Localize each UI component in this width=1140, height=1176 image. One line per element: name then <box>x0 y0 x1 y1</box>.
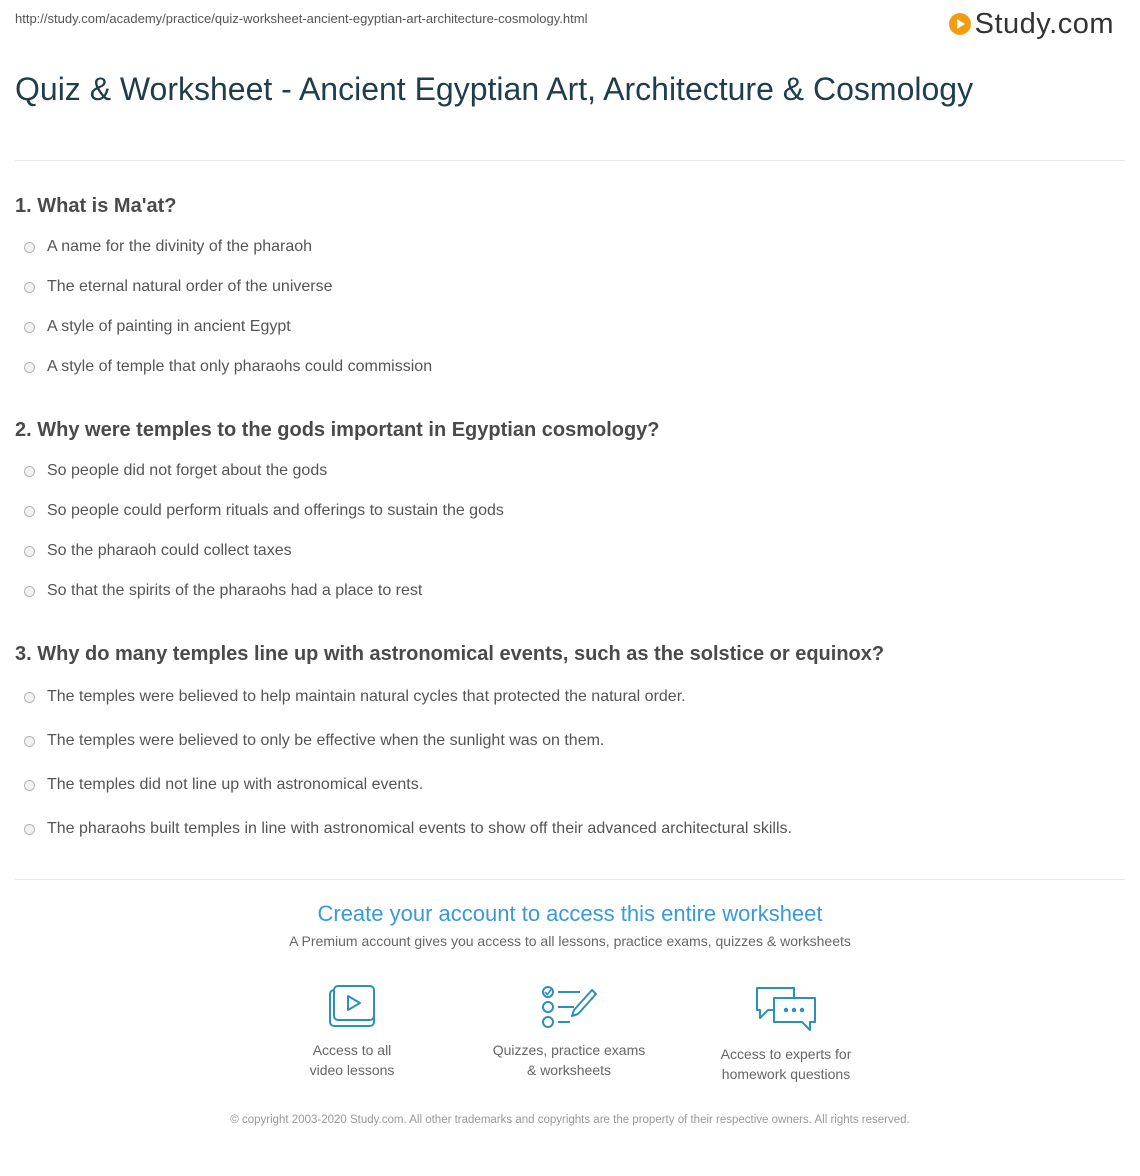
option-3-d[interactable] <box>24 820 792 838</box>
radio-icon[interactable] <box>24 780 35 791</box>
feature-video-lessons <box>252 984 452 1080</box>
option-label: The temples did not line up with astronomical events. <box>47 776 424 793</box>
page-url: http://study.com/academy/practice/quiz-worksheet-ancient-egyptian-art-architecture-cosmology.html <box>15 11 588 26</box>
option-label: The temples were believed to only be effective when the sunlight was on them. <box>47 732 605 749</box>
option-label: The eternal natural order of the universe <box>47 278 333 295</box>
feature-text-line2: & worksheets <box>526 1062 612 1078</box>
study-logo[interactable] <box>949 6 1114 42</box>
option-2-c[interactable] <box>24 542 292 560</box>
radio-icon[interactable] <box>24 322 35 333</box>
option-2-d[interactable] <box>24 582 422 600</box>
radio-icon[interactable] <box>24 362 35 373</box>
video-lessons-icon <box>326 984 378 1030</box>
logo-text: Study.com <box>974 7 1114 40</box>
title-divider <box>15 160 1125 161</box>
option-label: A name for the divinity of the pharaoh <box>47 238 313 255</box>
option-3-a[interactable] <box>24 688 686 706</box>
radio-icon[interactable] <box>24 692 35 703</box>
feature-text-line1: Access to experts for <box>720 1046 852 1062</box>
option-label: The temples were believed to help maintain natural cycles that protected the natural order. <box>47 688 686 705</box>
feature-text-line1: Access to all <box>312 1042 392 1058</box>
create-account-link[interactable]: Create your account to access this entire worksheet <box>317 901 823 926</box>
radio-icon[interactable] <box>24 736 35 747</box>
option-1-a[interactable] <box>24 238 312 256</box>
option-label: So people could perform rituals and offerings to sustain the gods <box>47 502 504 519</box>
option-3-b[interactable] <box>24 732 604 750</box>
feature-quizzes <box>469 984 669 1080</box>
chat-experts-icon <box>754 984 818 1034</box>
option-label: So the pharaoh could collect taxes <box>47 542 292 559</box>
option-label: So that the spirits of the pharaohs had a place to rest <box>47 582 423 599</box>
feature-text-line2: homework questions <box>721 1066 851 1082</box>
radio-icon[interactable] <box>24 586 35 597</box>
page-title: Quiz & Worksheet - Ancient Egyptian Art, Architecture & Cosmology <box>15 71 974 107</box>
radio-icon[interactable] <box>24 466 35 477</box>
radio-icon[interactable] <box>24 282 35 293</box>
option-2-b[interactable] <box>24 502 504 520</box>
question-3: 3. Why do many temples line up with astronomical events, such as the solstice or equinox? <box>15 643 885 665</box>
radio-icon[interactable] <box>24 242 35 253</box>
option-label: A style of temple that only pharaohs could commission <box>47 358 433 375</box>
option-1-c[interactable] <box>24 318 291 336</box>
option-label: The pharaohs built temples in line with astronomical events to show off their advanced architectural skills. <box>47 820 792 837</box>
feature-text-line1: Quizzes, practice exams <box>492 1042 646 1058</box>
radio-icon[interactable] <box>24 824 35 835</box>
option-label: So people did not forget about the gods <box>47 462 328 479</box>
option-2-a[interactable] <box>24 462 327 480</box>
copyright-text: © copyright 2003-2020 Study.com. All other trademarks and copyrights are the property of their respective owners. All rights reserved. <box>230 1114 910 1126</box>
feature-experts <box>686 984 886 1084</box>
feature-text-line2: video lessons <box>309 1062 395 1078</box>
question-1: 1. What is Ma'at? <box>15 195 177 217</box>
option-1-b[interactable] <box>24 278 333 296</box>
option-1-d[interactable] <box>24 358 432 376</box>
quiz-checklist-icon <box>540 984 598 1030</box>
play-circle-icon <box>949 13 971 35</box>
question-2: 2. Why were temples to the gods important in Egyptian cosmology? <box>15 419 660 441</box>
cta-subtitle: A Premium account gives you access to all lessons, practice exams, quizzes & worksheets <box>289 933 851 949</box>
radio-icon[interactable] <box>24 546 35 557</box>
radio-icon[interactable] <box>24 506 35 517</box>
option-label: A style of painting in ancient Egypt <box>47 318 291 335</box>
cta-divider <box>15 879 1125 880</box>
option-3-c[interactable] <box>24 776 423 794</box>
